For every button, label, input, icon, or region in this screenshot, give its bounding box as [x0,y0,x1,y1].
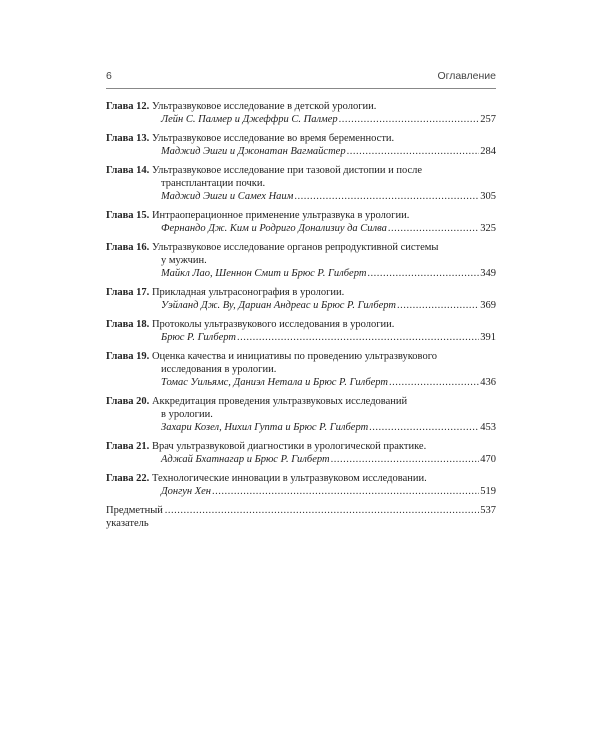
header-rule [106,88,496,89]
chapter-title-continuation: исследования в урологии. [161,364,277,375]
authors-line [106,421,496,434]
authors-line [106,190,496,203]
toc-entry[interactable] [106,350,496,389]
page-ref: 519 [480,486,496,497]
toc-entry-heading [106,395,496,408]
chapter-title: Ультразвуковое исследование в детской урологии. [151,101,377,112]
authors-line [106,222,496,235]
chapter-title-continuation: у мужчин. [161,255,207,266]
toc-entry[interactable] [106,100,496,126]
toc-entry[interactable] [106,164,496,203]
dot-leader [389,376,479,389]
toc-entry[interactable] [106,395,496,434]
chapter-authors: Майкл Лао, Шеннон Смит и Брюс Р. Гилберт [161,268,367,279]
chapter-authors: Аджай Бхатнагар и Брюс Р. Гилберт [161,454,330,465]
index-label: Предметный указатель [106,505,163,529]
chapter-title: Прикладная ультрасонография в урологии. [151,287,345,298]
page-ref: 470 [480,454,496,465]
toc-entry-heading [106,209,496,222]
toc-entry[interactable] [106,286,496,312]
page-ref: 391 [480,332,496,343]
chapter-label: Глава 21. [106,441,150,452]
toc-entry-heading [106,286,496,299]
toc-entry-heading [106,440,496,453]
authors-line [106,299,496,312]
chapter-authors: Брюс Р. Гилберт [161,332,236,343]
chapter-label: Глава 20. [106,396,150,407]
dot-leader [339,113,480,126]
chapter-label: Глава 22. [106,473,150,484]
authors-line [106,331,496,344]
page-ref: 369 [480,300,496,311]
dot-leader [212,485,479,498]
authors-line [106,113,496,126]
chapter-authors: Фернандо Дж. Ким и Родриго Донализиу да Силва [161,223,387,234]
section-title: Оглавление [437,70,496,82]
authors-line [106,453,496,466]
toc-entry-index[interactable] [106,504,496,530]
chapter-label: Глава 15. [106,210,150,221]
authors-line [106,267,496,280]
chapter-authors: Томас Уильямс, Даниэл Нетала и Брюс Р. Гилберт [161,377,389,388]
chapter-label: Глава 13. [106,133,150,144]
chapter-title: Оценка качества и инициативы по проведению ультразвукового [151,351,437,362]
dot-leader [388,222,479,235]
toc-entry-heading [106,241,496,254]
chapter-title: Интраоперационное применение ультразвука в урологии. [151,210,410,221]
dot-leader [397,299,479,312]
toc-entry-heading [106,318,496,331]
chapter-title: Ультразвуковое исследование органов репродуктивной системы [151,242,439,253]
chapter-authors: Уэйланд Дж. Ву, Дариан Андреас и Брюс Р. Гилберт [161,300,396,311]
chapter-title-continuation: в урологии. [161,409,213,420]
chapter-authors: Маджид Эшги и Джонатан Вагмайстер [161,146,346,157]
dot-leader [237,331,479,344]
chapter-label: Глава 18. [106,319,150,330]
dot-leader [294,190,479,203]
page-ref: 349 [480,268,496,279]
chapter-label: Глава 17. [106,287,150,298]
chapter-authors: Захари Козел, Нихил Гупта и Брюс Р. Гилберт [161,422,369,433]
toc-entry-heading [106,350,496,363]
chapter-title: Протоколы ультразвукового исследования в урологии. [151,319,395,330]
chapter-label: Глава 14. [106,165,150,176]
page-ref: 537 [480,505,496,516]
toc-entry[interactable] [106,209,496,235]
authors-line [106,145,496,158]
page-number: 6 [106,70,112,82]
page-ref: 305 [480,191,496,202]
page-ref: 453 [480,422,496,433]
chapter-title: Технологические инновации в ультразвуковом исследовании. [151,473,427,484]
toc-entry-heading [106,472,496,485]
toc-entry-heading [106,132,496,145]
chapter-title: Ультразвуковое исследование во время беременности. [151,133,395,144]
dot-leader [367,267,479,280]
table-of-contents [106,100,496,530]
page-ref: 257 [480,114,496,125]
chapter-authors: Маджид Эшги и Самех Наим [161,191,294,202]
toc-entry-heading [106,100,496,113]
toc-entry-heading [106,164,496,177]
page-ref: 436 [480,377,496,388]
authors-line [106,485,496,498]
toc-entry[interactable] [106,241,496,280]
toc-entry[interactable] [106,472,496,498]
dot-leader [369,421,479,434]
dot-leader [331,453,480,466]
page-ref: 284 [480,146,496,157]
dot-leader [347,145,480,158]
page-ref: 325 [480,223,496,234]
chapter-label: Глава 12. [106,101,150,112]
chapter-title: Аккредитация проведения ультразвуковых исследований [151,396,408,407]
chapter-title: Врач ультразвуковой диагностики в урологической практике. [151,441,427,452]
authors-line [106,376,496,389]
chapter-authors: Донгун Хен [161,486,212,497]
dot-leader [165,504,479,517]
chapter-authors: Лейн С. Палмер и Джеффри С. Палмер [161,114,338,125]
chapter-title: Ультразвуковое исследование при тазовой дистопии и после [151,165,423,176]
chapter-label: Глава 19. [106,351,150,362]
toc-entry[interactable] [106,440,496,466]
chapter-label: Глава 16. [106,242,150,253]
toc-entry[interactable] [106,318,496,344]
chapter-title-continuation: трансплантации почки. [161,178,266,189]
running-header [106,70,496,86]
toc-entry[interactable] [106,132,496,158]
